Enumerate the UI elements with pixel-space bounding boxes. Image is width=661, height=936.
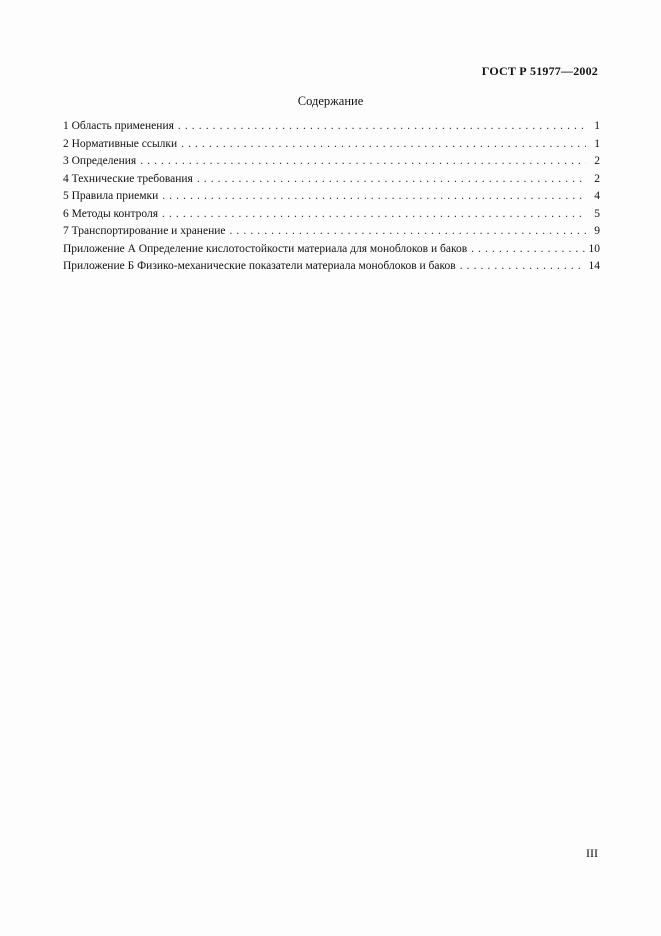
toc-entry-label: 7 Транспортирование и хранение xyxy=(63,225,226,237)
toc-leader-dots xyxy=(162,188,586,206)
toc-entry-label: 1 Область применения xyxy=(63,120,174,132)
toc-entry[interactable] xyxy=(63,136,600,154)
table-of-contents xyxy=(63,118,600,276)
toc-leader-dots xyxy=(460,258,585,276)
toc-entry-page: 9 xyxy=(594,225,600,237)
toc-entry-label: 3 Определения xyxy=(63,155,137,167)
toc-entry-appendix[interactable] xyxy=(63,258,600,276)
toc-entry[interactable] xyxy=(63,171,600,189)
toc-entry-label: 4 Технические требования xyxy=(63,172,193,185)
toc-entry-appendix[interactable] xyxy=(63,241,600,259)
toc-entry-page: 4 xyxy=(594,190,600,202)
toc-entry-page: 1 xyxy=(594,120,600,132)
toc-leader-dots xyxy=(162,206,586,224)
toc-entry-page: 2 xyxy=(594,172,600,185)
toc-title: Содержание xyxy=(297,94,364,108)
toc-entry[interactable] xyxy=(63,206,600,224)
toc-entry-page: 10 xyxy=(588,242,600,255)
toc-leader-dots xyxy=(471,241,584,259)
toc-leader-dots xyxy=(197,171,586,189)
toc-entry-label: Приложение А Определение кислотостойкости материала для моноблоков и баков xyxy=(63,242,468,255)
toc-entry[interactable] xyxy=(63,188,600,206)
toc-entry[interactable] xyxy=(63,118,600,136)
toc-entry-page: 1 xyxy=(594,137,600,150)
page-number: III xyxy=(586,846,598,860)
toc-entry-page: 2 xyxy=(594,155,600,167)
toc-entry-label: 2 Нормативные ссылки xyxy=(63,137,178,150)
toc-entry-page: 14 xyxy=(588,260,600,272)
document-standard-number: ГОСТ Р 51977—2002 xyxy=(481,64,598,78)
toc-entry-label: 5 Правила приемки xyxy=(63,190,159,202)
toc-entry-page: 5 xyxy=(594,207,600,220)
toc-entry[interactable] xyxy=(63,153,600,171)
toc-entry[interactable] xyxy=(63,223,600,241)
toc-leader-dots xyxy=(229,223,586,241)
toc-entry-label: 6 Методы контроля xyxy=(63,207,158,220)
toc-leader-dots xyxy=(178,118,586,136)
toc-entry-label: Приложение Б Физико-механические показатели материала моноблоков и баков xyxy=(63,260,456,272)
toc-leader-dots xyxy=(181,136,586,154)
toc-leader-dots xyxy=(140,153,586,171)
